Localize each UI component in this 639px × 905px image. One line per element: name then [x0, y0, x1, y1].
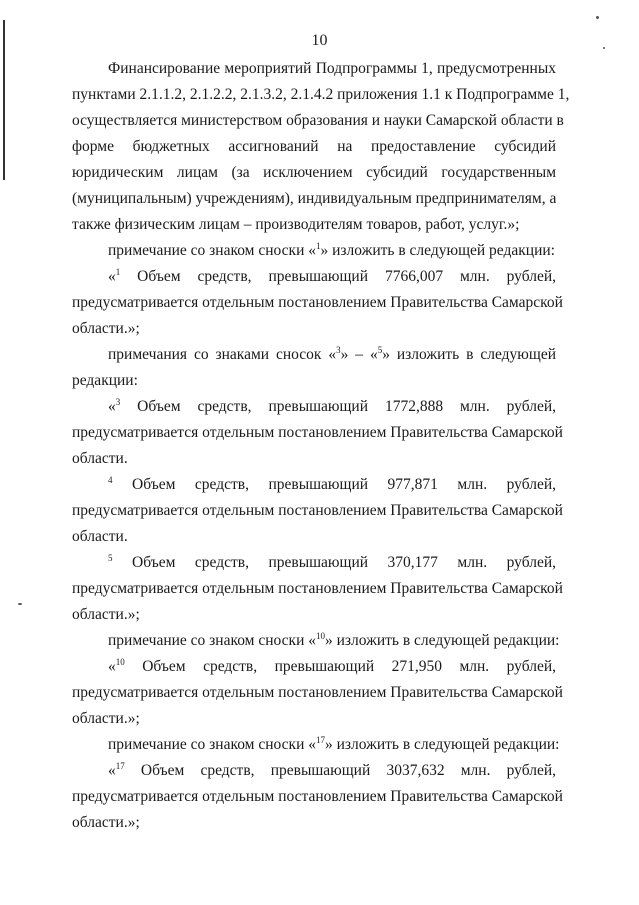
text-line: (муниципальным) учреждениям), индивидуальным предпринимателям, а	[72, 190, 557, 207]
text-line: области.»;	[72, 606, 140, 623]
text-line: области.	[72, 528, 128, 545]
text-line: форме бюджетных ассигнований на предоставление субсидий	[72, 138, 556, 155]
text-line: «$^{10}$ Объем средств, превышающий 271,950 млн. рублей,	[108, 657, 556, 675]
note10-intro: примечание со знаком сноски «$^{10}$» изложить в следующей редакции:	[108, 631, 560, 649]
text-line: предусматривается отдельным постановлением Правительства Самарской	[72, 424, 563, 441]
scan-speck	[596, 16, 599, 19]
text-line: области.»;	[72, 710, 140, 727]
text-line: пунктами 2.1.1.2, 2.1.2.2, 2.1.3.2, 2.1.4.2 приложения 1.1 к Подпрограмме 1,	[72, 86, 570, 103]
text-line: примечания со знаками сносок «$^3$» – «$^5$» изложить в следующей	[108, 345, 556, 363]
text-line: $^4$ Объем средств, превышающий 977,871 млн. рублей,	[108, 475, 557, 493]
text-line: предусматривается отдельным постановлением Правительства Самарской	[72, 502, 563, 519]
note17-intro: примечание со знаком сноски «$^{17}$» изложить в следующей редакции:	[108, 735, 560, 753]
text-line: области.	[72, 450, 128, 467]
text-line: также физическим лицам – производителям товаров, работ, услуг.»;	[72, 216, 520, 233]
text-line: «$^1$ Объем средств, превышающий 7766,007 млн. рублей,	[108, 267, 556, 285]
text-line: предусматривается отдельным постановлением Правительства Самарской	[72, 294, 563, 311]
text-line: предусматривается отдельным постановлением Правительства Самарской	[72, 788, 563, 805]
text-line: юридическим лицам (за исключением субсидий государственным	[72, 164, 556, 181]
text-line: Финансирование мероприятий Подпрограммы 1, предусмотренных	[108, 60, 556, 77]
text-line: $^5$ Объем средств, превышающий 370,177 млн. рублей,	[108, 553, 557, 571]
scan-speck	[18, 603, 22, 605]
text-line: «$^3$ Объем средств, превышающий 1772,888 млн. рублей,	[108, 397, 556, 415]
text-line: области.»;	[72, 320, 140, 337]
text-line: осуществляется министерством образования и науки Самарской области в	[72, 112, 564, 129]
text-line: области.»;	[72, 814, 140, 831]
text-line: предусматривается отдельным постановлением Правительства Самарской	[72, 580, 563, 597]
text-line: «$^{17}$ Объем средств, превышающий 3037,632 млн. рублей,	[108, 761, 556, 779]
note1-intro: примечание со знаком сноски «$^1$» изложить в следующей редакции:	[108, 241, 555, 259]
text-line: редакции:	[72, 372, 138, 389]
page-number: 10	[311, 32, 328, 49]
text-line: предусматривается отдельным постановлением Правительства Самарской	[72, 684, 563, 701]
